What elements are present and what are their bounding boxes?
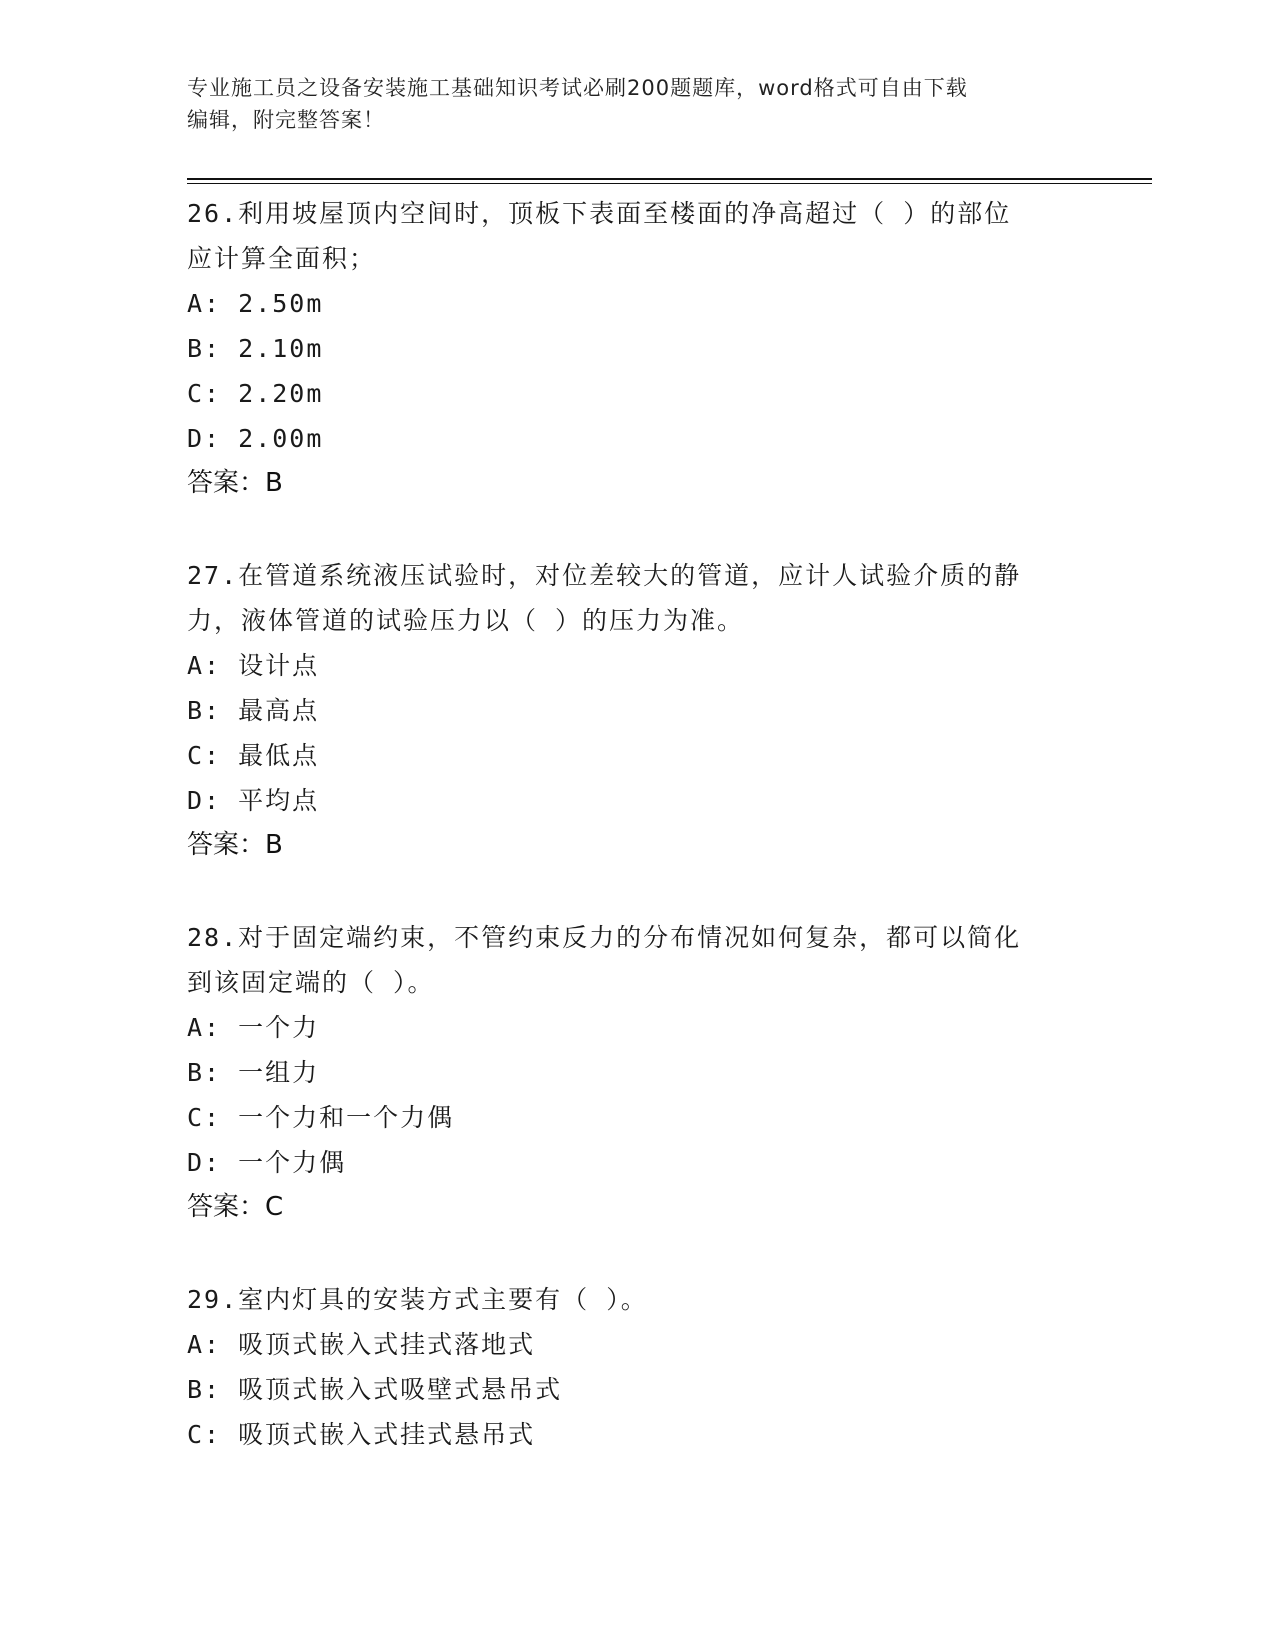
option-c: C: 吸顶式嵌入式挂式悬吊式 — [187, 1420, 536, 1449]
option-c: C: 最低点 — [187, 741, 320, 770]
option-b: B: 2.10m — [187, 334, 324, 363]
option-c: C: 2.20m — [187, 379, 324, 408]
header-divider-thick — [187, 178, 1152, 180]
question-stem-line2: 应计算全面积； — [187, 244, 377, 273]
option-a: A: 设计点 — [187, 651, 320, 680]
option-d: D: 2.00m — [187, 424, 324, 453]
option-a: A: 一个力 — [187, 1013, 320, 1042]
answer-text: 答案：C — [187, 1192, 284, 1222]
question-stem-line1: 28.对于固定端约束，不管约束反力的分布情况如何复杂，都可以简化 — [187, 923, 1022, 952]
header-title-line1: 专业施工员之设备安装施工基础知识考试必刷200题题库，word格式可自由下载 — [187, 76, 968, 100]
question-list — [187, 191, 1087, 1504]
question-stem-line2: 力，液体管道的试验压力以（ ）的压力为准。 — [187, 606, 745, 635]
question-29 — [187, 1277, 1087, 1457]
option-b: B: 最高点 — [187, 696, 320, 725]
header-title-line2: 编辑，附完整答案！ — [187, 108, 385, 132]
question-28 — [187, 915, 1087, 1230]
question-stem-line1: 27.在管道系统液压试验时，对位差较大的管道，应计人试验介质的静 — [187, 561, 1022, 590]
document-header — [187, 72, 1067, 136]
option-d: D: 一个力偶 — [187, 1148, 347, 1177]
answer-text: 答案：B — [187, 830, 283, 860]
option-c: C: 一个力和一个力偶 — [187, 1103, 455, 1132]
option-b: B: 一组力 — [187, 1058, 320, 1087]
question-stem-line1: 26.利用坡屋顶内空间时，顶板下表面至楼面的净高超过（ ）的部位 — [187, 199, 1012, 228]
question-stem-line1: 29.室内灯具的安装方式主要有（ ）。 — [187, 1285, 648, 1314]
option-d: D: 平均点 — [187, 786, 320, 815]
option-a: A: 吸顶式嵌入式挂式落地式 — [187, 1330, 536, 1359]
answer-text: 答案：B — [187, 468, 283, 498]
question-stem-line2: 到该固定端的（ ）。 — [187, 968, 435, 997]
option-a: A: 2.50m — [187, 289, 324, 318]
header-divider-thin — [187, 183, 1152, 184]
option-b: B: 吸顶式嵌入式吸壁式悬吊式 — [187, 1375, 563, 1404]
question-27 — [187, 553, 1087, 868]
question-26 — [187, 191, 1087, 506]
